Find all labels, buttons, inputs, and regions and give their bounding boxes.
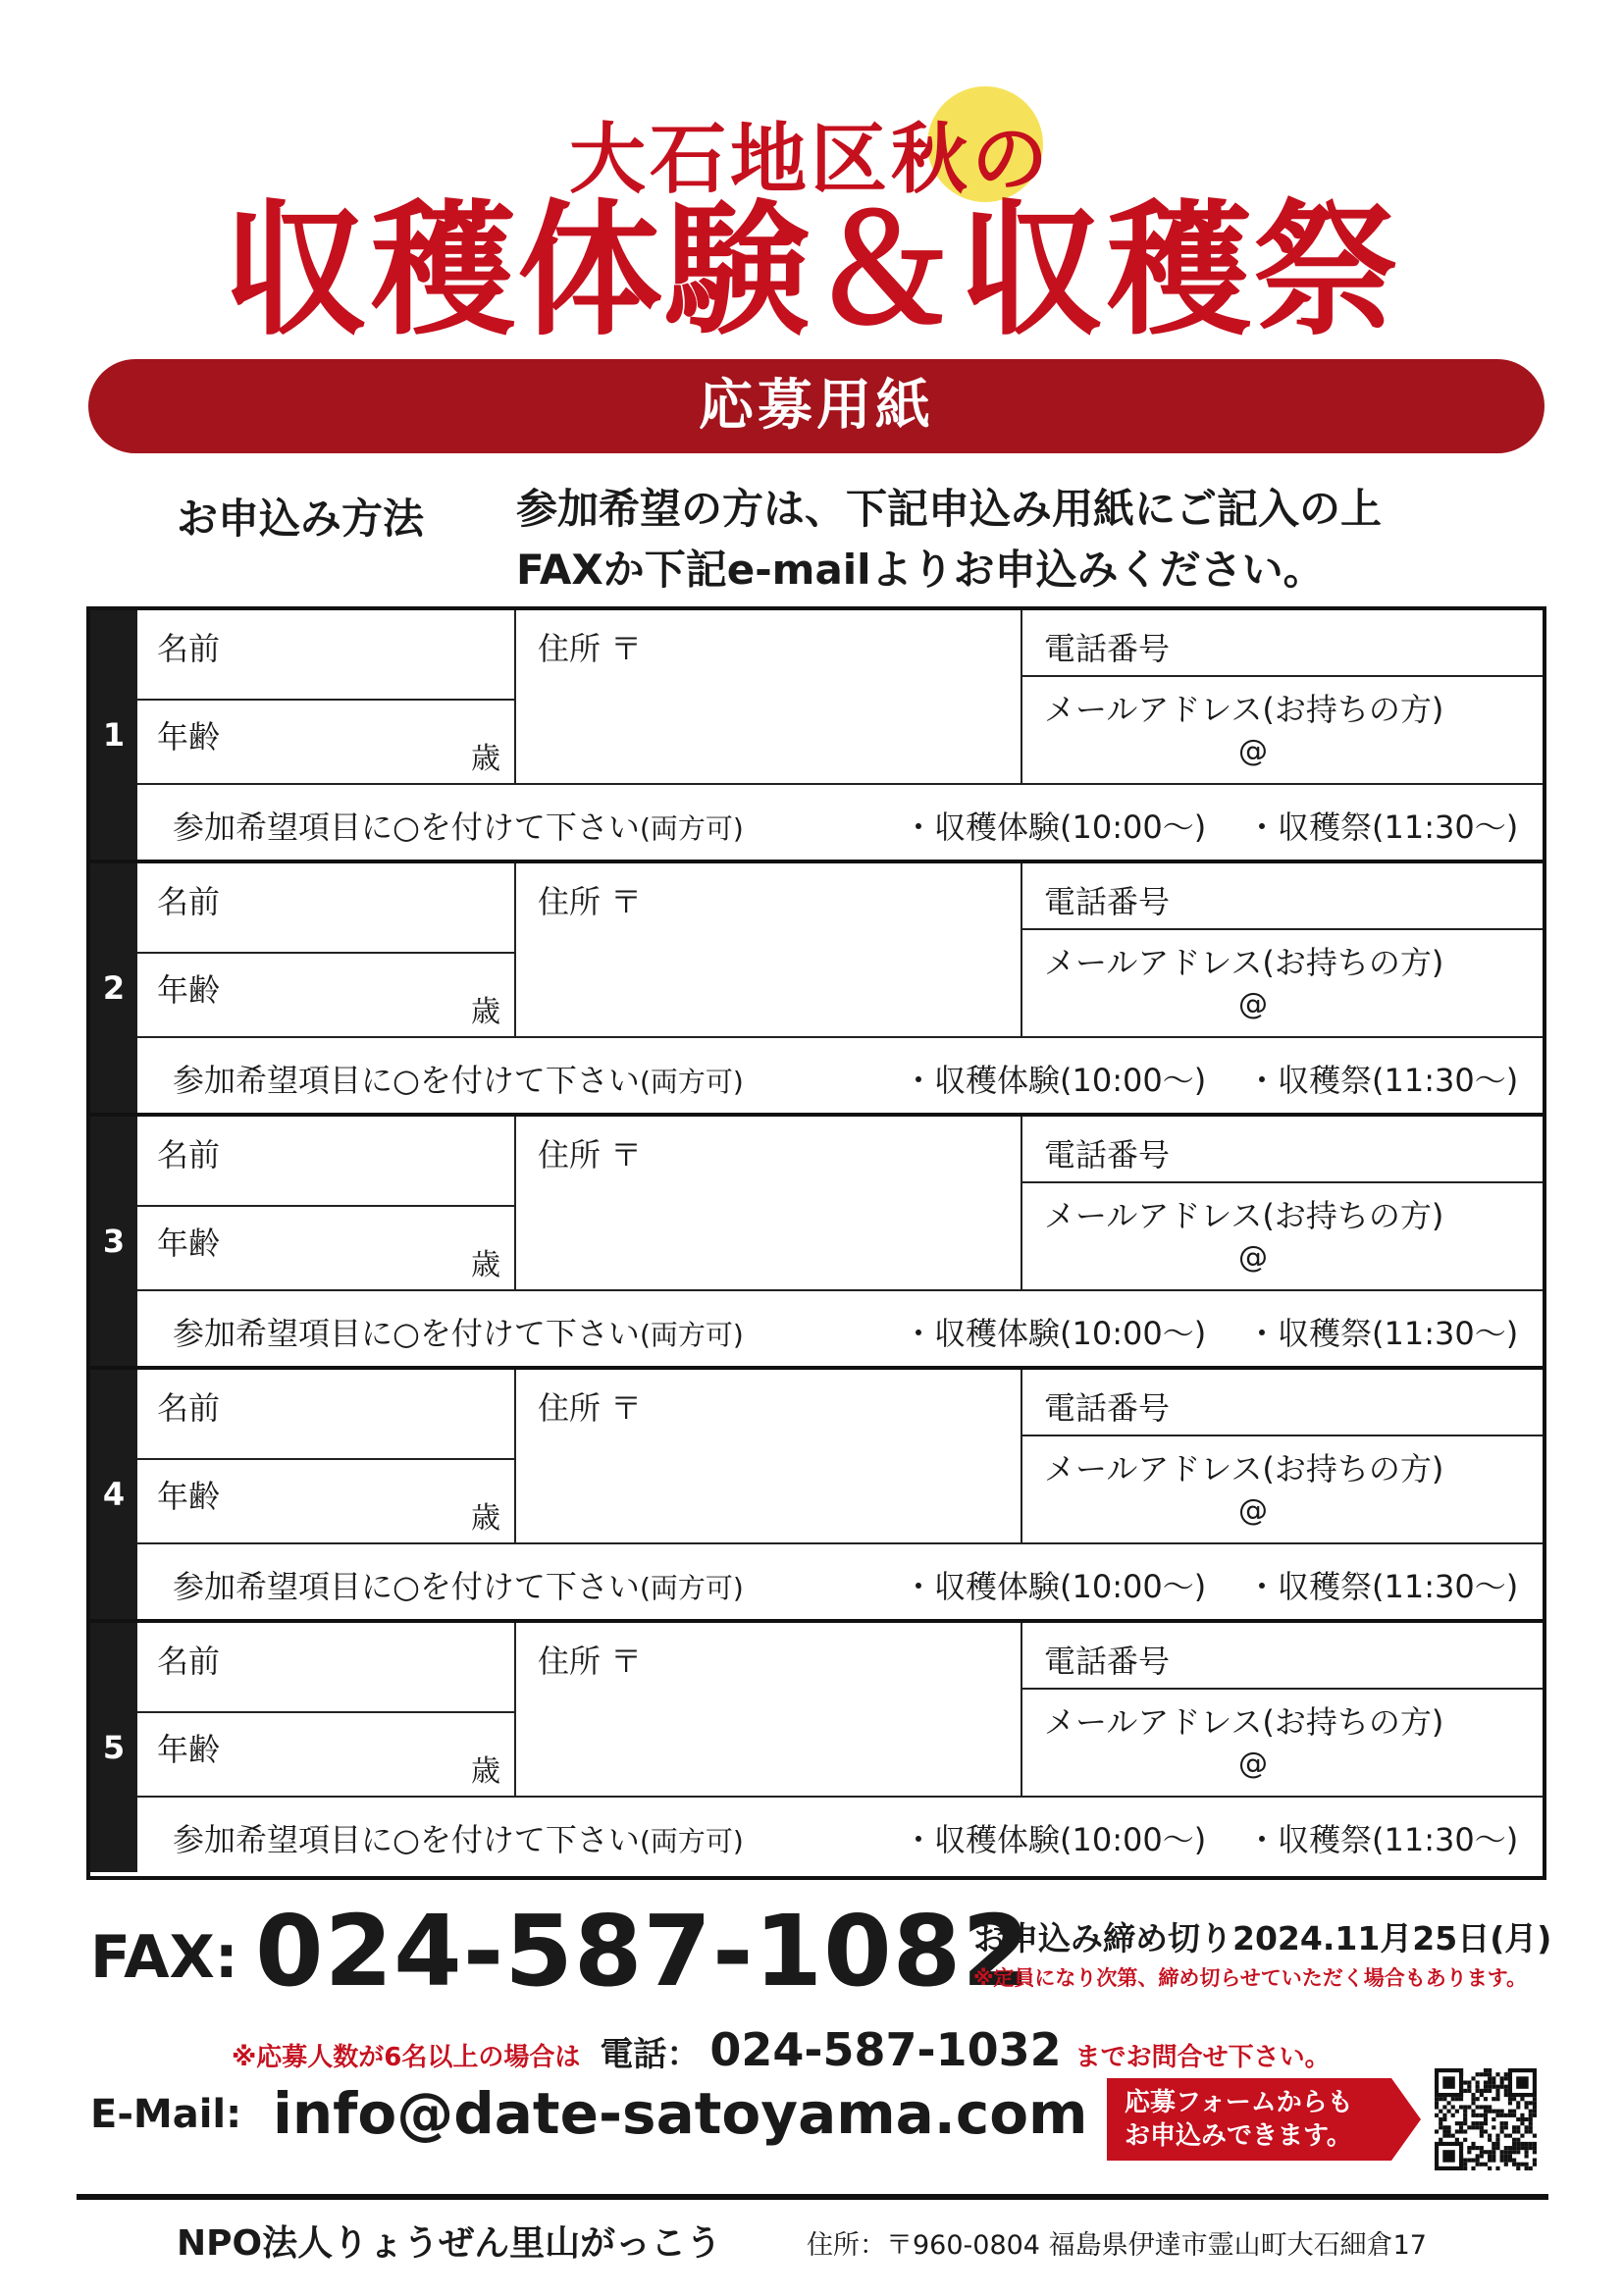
age-label: 年齢 xyxy=(157,1731,221,1768)
phone-label: 電話番号 xyxy=(1044,1389,1171,1427)
online-form-badge-line-2: お申込みできます。 xyxy=(1125,2121,1352,2151)
entry-number: 5 xyxy=(90,1623,137,1872)
fax-label: FAX: xyxy=(90,1923,238,1992)
phone-field[interactable] xyxy=(1022,1370,1543,1436)
choice-label-wrap xyxy=(173,1309,744,1354)
title-subtitle-area xyxy=(0,86,1623,204)
name-field[interactable] xyxy=(137,610,516,701)
email-field[interactable] xyxy=(1022,1690,1543,1796)
participation-choice-row xyxy=(137,1036,1543,1113)
age-field[interactable] xyxy=(137,954,516,1036)
address-field[interactable] xyxy=(516,1117,1022,1289)
participation-choice-row xyxy=(137,1796,1543,1872)
option-harvest-festival[interactable]: ・収穫祭(11:30〜) xyxy=(1246,1315,1519,1352)
name-label: 名前 xyxy=(157,1643,221,1680)
choice-label: 参加希望項目に○を付けて下さい xyxy=(173,1821,640,1858)
option-harvest-experience[interactable]: ・収穫体験(10:00〜) xyxy=(903,1315,1207,1352)
phone-field[interactable] xyxy=(1022,610,1543,677)
address-field[interactable] xyxy=(516,1370,1022,1542)
age-field[interactable] xyxy=(137,1713,516,1796)
participation-choice-row xyxy=(137,1542,1543,1619)
choice-label-wrap xyxy=(173,803,744,848)
name-field[interactable] xyxy=(137,1370,516,1460)
age-unit: 歳 xyxy=(471,1248,500,1282)
phone-field[interactable] xyxy=(1022,1117,1543,1183)
option-harvest-experience[interactable]: ・収穫体験(10:00〜) xyxy=(903,1821,1207,1858)
email-field-label: メールアドレス(お持ちの方) xyxy=(1044,1703,1444,1741)
form-entry xyxy=(90,1370,1543,1623)
contact-tel-label: 電話： xyxy=(600,2035,701,2074)
option-harvest-festival[interactable]: ・収穫祭(11:30〜) xyxy=(1246,1062,1519,1099)
option-harvest-experience[interactable]: ・収穫体験(10:00〜) xyxy=(903,1062,1207,1099)
age-label: 年齢 xyxy=(157,1478,221,1515)
option-harvest-experience[interactable]: ・収穫体験(10:00〜) xyxy=(903,1568,1207,1605)
phone-label: 電話番号 xyxy=(1044,1643,1171,1680)
phone-label: 電話番号 xyxy=(1044,1136,1171,1174)
age-label: 年齢 xyxy=(157,971,221,1009)
deadline: お申込み締め切り2024.11月25日(月) xyxy=(973,1919,1552,1957)
email-field[interactable] xyxy=(1022,930,1543,1036)
address-label: 住所 〒 xyxy=(538,1643,643,1680)
option-harvest-festival[interactable]: ・収穫祭(11:30〜) xyxy=(1246,809,1519,846)
email-address[interactable]: info@date-satoyama.com xyxy=(273,2080,1088,2147)
choice-note: (両方可) xyxy=(639,1319,744,1351)
age-field[interactable] xyxy=(137,1460,516,1542)
form-entry xyxy=(90,610,1543,863)
choice-label: 参加希望項目に○を付けて下さい xyxy=(173,1315,640,1352)
email-field[interactable] xyxy=(1022,1436,1543,1542)
participation-choice-row xyxy=(137,783,1543,860)
participation-choice-row xyxy=(137,1289,1543,1366)
online-form-badge[interactable] xyxy=(1107,2078,1391,2161)
phone-label: 電話番号 xyxy=(1044,630,1171,667)
name-field[interactable] xyxy=(137,1117,516,1207)
name-label: 名前 xyxy=(157,1389,221,1427)
fax-number: 024-587-1082 xyxy=(255,1894,1031,2009)
online-form-badge-line-1: 応募フォームからも xyxy=(1125,2088,1353,2117)
entry-number: 4 xyxy=(90,1370,137,1619)
application-form-banner: 応募用紙 xyxy=(88,359,1544,453)
address-label: 住所 〒 xyxy=(538,883,643,920)
email-label: E-Mail: xyxy=(90,2092,242,2137)
phone-label: 電話番号 xyxy=(1044,883,1171,920)
application-form xyxy=(86,606,1546,1880)
choice-label: 参加希望項目に○を付けて下さい xyxy=(173,809,640,846)
name-field[interactable] xyxy=(137,863,516,954)
choice-label: 参加希望項目に○を付けて下さい xyxy=(173,1062,640,1099)
age-field[interactable] xyxy=(137,701,516,783)
choice-note: (両方可) xyxy=(639,1825,744,1857)
address-label: 住所 〒 xyxy=(538,1389,643,1427)
method-line-1: 参加希望の方は、下記申込み用紙にご記入の上 xyxy=(516,485,1383,533)
age-label: 年齢 xyxy=(157,718,221,756)
choice-note: (両方可) xyxy=(639,812,744,845)
method-instructions xyxy=(516,479,1382,600)
email-field-label: メールアドレス(お持ちの方) xyxy=(1044,691,1444,728)
email-field[interactable] xyxy=(1022,1183,1543,1289)
method-line-2: FAXか下記e-mailよりお申込みください。 xyxy=(516,546,1325,594)
choice-label-wrap xyxy=(173,1056,744,1101)
address-field[interactable] xyxy=(516,610,1022,783)
address-field[interactable] xyxy=(516,863,1022,1036)
organization-address: 住所：〒960-0804 福島県伊達市霊山町大石細倉17 xyxy=(807,2230,1427,2261)
address-label: 住所 〒 xyxy=(538,1136,643,1174)
entry-number: 1 xyxy=(90,610,137,860)
deadline-note: ※定員になり次第、締め切らせていただく場合もあります。 xyxy=(973,1966,1528,1990)
name-field[interactable] xyxy=(137,1623,516,1713)
at-sign: @ xyxy=(1238,1240,1268,1275)
age-label: 年齢 xyxy=(157,1225,221,1262)
choice-label-wrap xyxy=(173,1562,744,1607)
email-field-label: メールアドレス(お持ちの方) xyxy=(1044,944,1444,981)
contact-tel-number: 024-587-1032 xyxy=(709,2023,1062,2076)
contact-note: ※応募人数が6名以上の場合は xyxy=(232,2043,581,2072)
at-sign: @ xyxy=(1238,1493,1268,1528)
address-label: 住所 〒 xyxy=(538,630,643,667)
name-label: 名前 xyxy=(157,883,221,920)
age-unit: 歳 xyxy=(471,1501,500,1536)
name-label: 名前 xyxy=(157,630,221,667)
address-field[interactable] xyxy=(516,1623,1022,1796)
qr-code-icon[interactable] xyxy=(1435,2068,1537,2170)
option-harvest-festival[interactable]: ・収穫祭(11:30〜) xyxy=(1246,1568,1519,1605)
organization-name: NPO法人りょうぜん里山がっこう xyxy=(177,2223,722,2264)
arrow-right-icon xyxy=(1391,2078,1421,2161)
form-entry xyxy=(90,1117,1543,1370)
entry-number: 2 xyxy=(90,863,137,1113)
entry-number: 3 xyxy=(90,1117,137,1366)
email-field-label: メールアドレス(お持ちの方) xyxy=(1044,1197,1444,1234)
choice-note: (両方可) xyxy=(639,1572,744,1604)
choice-label-wrap xyxy=(173,1815,744,1860)
phone-field[interactable] xyxy=(1022,863,1543,930)
name-label: 名前 xyxy=(157,1136,221,1174)
form-entry xyxy=(90,863,1543,1117)
option-harvest-experience[interactable]: ・収穫体験(10:00〜) xyxy=(903,809,1207,846)
at-sign: @ xyxy=(1238,987,1268,1021)
event-subtitle: 大石地区秋の xyxy=(569,116,1053,204)
method-label: お申込み方法 xyxy=(177,495,425,543)
footer-divider xyxy=(77,2194,1548,2200)
choice-label: 参加希望項目に○を付けて下さい xyxy=(173,1568,640,1605)
form-entry xyxy=(90,1623,1543,1876)
event-main-title: 収穫体験＆収穫祭 xyxy=(223,186,1400,355)
age-unit: 歳 xyxy=(471,742,500,776)
contact-line xyxy=(232,2023,1331,2076)
at-sign: @ xyxy=(1238,734,1268,768)
email-field-label: メールアドレス(お持ちの方) xyxy=(1044,1450,1444,1487)
age-field[interactable] xyxy=(137,1207,516,1289)
option-harvest-festival[interactable]: ・収穫祭(11:30〜) xyxy=(1246,1821,1519,1858)
age-unit: 歳 xyxy=(471,1754,500,1789)
email-field[interactable] xyxy=(1022,677,1543,783)
choice-note: (両方可) xyxy=(639,1066,744,1098)
phone-field[interactable] xyxy=(1022,1623,1543,1690)
contact-suffix: までお問合せ下さい。 xyxy=(1074,2043,1331,2072)
at-sign: @ xyxy=(1238,1747,1268,1781)
age-unit: 歳 xyxy=(471,995,500,1029)
